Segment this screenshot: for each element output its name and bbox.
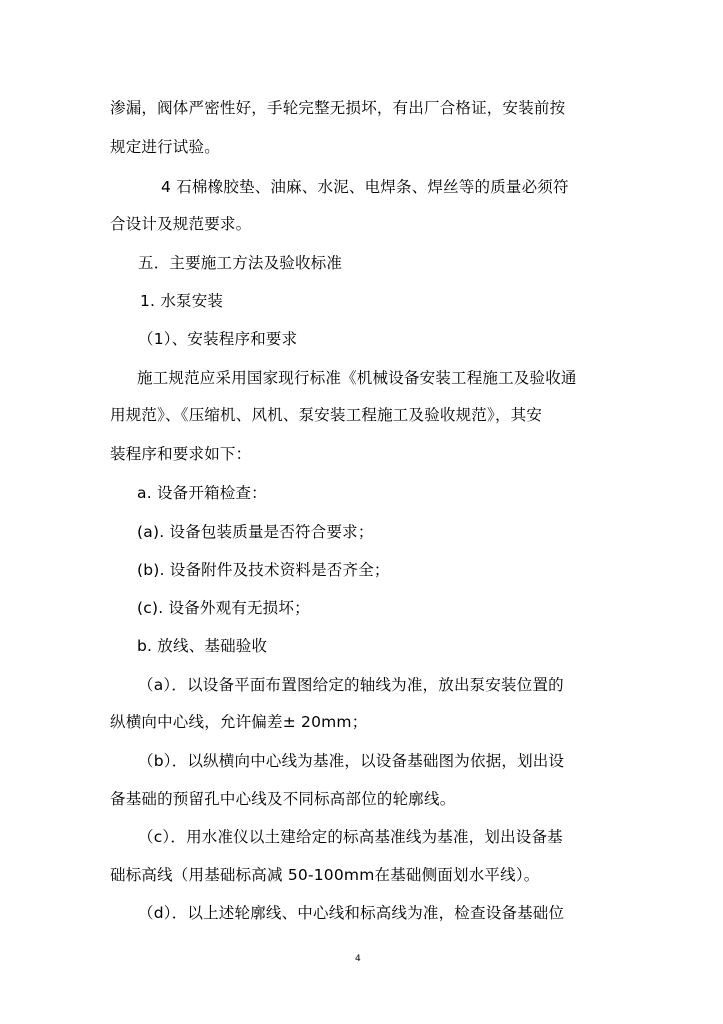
page-number: 4 [355,954,361,964]
text-line: （d）．以上述轮廓线、中心线和标高线为准，检查设备基础位 [138,904,565,922]
text-line: 施工规范应采用国家现行标准《机械设备安装工程施工及验收通 [137,369,577,387]
text-line: 用规范》、《压缩机、风机、泵安装工程施工及验收规范》，其安 [110,406,543,424]
text-line: 纵横向中心线，允许偏差± 20mm； [110,713,368,731]
list-item: (a). 设备包装质量是否符合要求； [137,523,374,541]
subsection-heading: 1. 水泵安装 [140,292,224,310]
text-line: 备基础的预留孔中心线及不同标高部位的轮廓线。 [110,790,456,808]
text-line: （b）．以纵横向中心线为基准，以设备基础图为依据，划出设 [138,752,565,770]
list-item: (b). 设备附件及技术资料是否齐全； [137,561,390,579]
list-heading: b. 放线、基础验收 [137,637,268,655]
section-heading: 五．主要施工方法及验收标准 [138,254,343,272]
text-line: （a）．以设备平面布置图给定的轴线为准，放出泵安装位置的 [138,676,564,694]
text-line: （c）．用水准仪以土建给定的标高基准线为基准，划出设备基 [138,828,563,846]
text-line: 规定进行试验。 [110,138,220,156]
text-line: 装程序和要求如下： [110,445,252,463]
text-line: 4 石棉橡胶垫、油麻、水泥、电焊条、焊丝等的质量必须符 [161,178,569,196]
text-line: 渗漏，阀体严密性好，手轮完整无损坏，有出厂合格证，安装前按 [110,99,566,117]
text-line: 础标高线（用基础标高减 50-100mm在基础侧面划水平线）。 [110,866,540,884]
list-item: (c). 设备外观有无损坏； [137,599,310,617]
subsection-heading: （1）、安装程序和要求 [138,330,298,348]
list-heading: a. 设备开箱检查： [137,484,267,502]
text-line: 合设计及规范要求。 [110,215,252,233]
